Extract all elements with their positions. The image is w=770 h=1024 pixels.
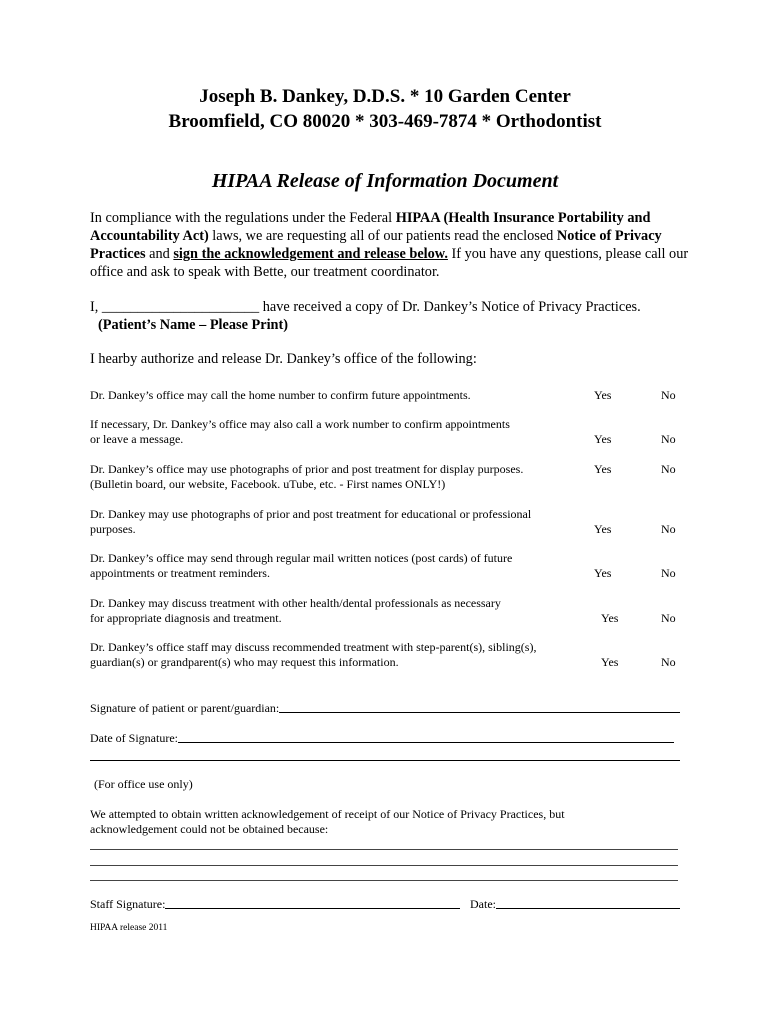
staff-date-field[interactable]: [496, 897, 680, 909]
intro-text-4: If you have any questions, please call our office and ask to speak with Bette, our treatment coordinator.: [90, 246, 689, 280]
office-use-divider: [90, 760, 680, 761]
authorization-item-3: [90, 462, 570, 492]
item-text-line-2: or leave a message.: [90, 432, 184, 446]
no-option-1[interactable]: No: [661, 388, 676, 402]
office-note-line-2: acknowledgement could not be obtained because:: [90, 822, 329, 836]
signature-field[interactable]: [279, 701, 680, 713]
yes-option-1[interactable]: Yes: [594, 388, 612, 402]
patient-name-field[interactable]: ______________________: [101, 299, 260, 315]
office-note-line-1: We attempted to obtain written acknowledgement of receipt of our Notice of Privacy Practices, but: [90, 807, 565, 821]
yes-option-3[interactable]: Yes: [594, 462, 612, 476]
no-option-4[interactable]: No: [661, 522, 676, 536]
item-text-line-1: Dr. Dankey may use photographs of prior and post treatment for educational or professional: [90, 507, 532, 521]
intro-paragraph: [90, 209, 690, 281]
staff-signature-row: [90, 897, 460, 912]
intro-bold-notice: Notice of Privacy Practices: [90, 228, 662, 262]
yes-option-7[interactable]: Yes: [601, 655, 619, 669]
item-text-line-2: appointments or treatment reminders.: [90, 566, 270, 580]
authorization-item-6: [90, 596, 570, 626]
reason-line-2[interactable]: [90, 865, 678, 866]
intro-bold-sign: sign the acknowledgement and release below.: [173, 246, 448, 262]
ack-suffix: have received a copy of Dr. Dankey’s Notice of Privacy Practices.: [262, 299, 641, 315]
signature-label: Signature of patient or parent/guardian:: [90, 701, 280, 715]
no-option-2[interactable]: No: [661, 432, 676, 446]
reason-line-3[interactable]: [90, 880, 678, 881]
date-row: [90, 731, 674, 746]
intro-text-3: and: [145, 246, 174, 262]
intro-bold-hipaa: HIPAA (Health Insurance Portability and Accountability Act): [90, 210, 651, 244]
item-text-line-1: Dr. Dankey’s office may call the home number to confirm future appointments.: [90, 388, 471, 402]
no-option-3[interactable]: No: [661, 462, 676, 476]
authorization-item-4: [90, 507, 570, 537]
footer-text: HIPAA release 2011: [90, 923, 168, 933]
date-of-signature-label: Date of Signature:: [90, 731, 178, 745]
item-text-line-2: for appropriate diagnosis and treatment.: [90, 611, 282, 625]
staff-signature-label: Staff Signature:: [90, 897, 166, 911]
yes-option-6[interactable]: Yes: [601, 611, 619, 625]
patient-name-caption: (Patient’s Name – Please Print): [98, 317, 289, 333]
staff-date-label: Date:: [470, 897, 496, 911]
ack-prefix: I,: [90, 299, 99, 315]
no-option-6[interactable]: No: [661, 611, 676, 625]
reason-line-1[interactable]: [90, 849, 678, 850]
staff-date-row: [470, 897, 680, 912]
authorization-item-7: [90, 640, 570, 670]
authorize-heading: I hearby authorize and release Dr. Dankey’s office of the following:: [90, 351, 477, 367]
no-option-5[interactable]: No: [661, 566, 676, 580]
intro-text-1: In compliance with the regulations under the Federal: [90, 210, 396, 226]
item-text-line-2: guardian(s) or grandparent(s) who may request this information.: [90, 655, 399, 669]
item-text-line-1: Dr. Dankey’s office may send through regular mail written notices (post cards) of future: [90, 551, 513, 565]
authorization-item-5: [90, 551, 570, 581]
yes-option-5[interactable]: Yes: [594, 566, 612, 580]
item-text-line-1: Dr. Dankey’s office staff may discuss recommended treatment with step-parent(s), sibling(s),: [90, 640, 537, 654]
office-use-label: (For office use only): [94, 777, 193, 791]
no-option-7[interactable]: No: [661, 655, 676, 669]
item-text-line-1: Dr. Dankey may discuss treatment with other health/dental professionals as necessary: [90, 596, 501, 610]
authorization-item-1: [90, 388, 570, 403]
item-text-line-2: purposes.: [90, 522, 136, 536]
item-text-line-1: If necessary, Dr. Dankey’s office may also call a work number to confirm appointments: [90, 417, 510, 431]
yes-option-2[interactable]: Yes: [594, 432, 612, 446]
document-title: HIPAA Release of Information Document: [211, 170, 559, 192]
staff-signature-field[interactable]: [165, 897, 460, 909]
patient-name-line: [90, 299, 641, 316]
intro-text-2: laws, we are requesting all of our patients read the enclosed: [208, 228, 557, 244]
date-of-signature-field[interactable]: [178, 731, 674, 743]
yes-option-4[interactable]: Yes: [594, 522, 612, 536]
authorization-item-2: [90, 417, 570, 447]
signature-row: [90, 701, 680, 716]
item-text-line-1: Dr. Dankey’s office may use photographs of prior and post treatment for display purposes.: [90, 462, 524, 476]
header-line-1: Joseph B. Dankey, D.D.S. * 10 Garden Center: [199, 86, 571, 107]
item-text-line-2: (Bulletin board, our website, Facebook. uTube, etc. - First names ONLY!): [90, 477, 446, 491]
header-line-2: Broomfield, CO 80020 * 303-469-7874 * Orthodontist: [168, 111, 602, 132]
